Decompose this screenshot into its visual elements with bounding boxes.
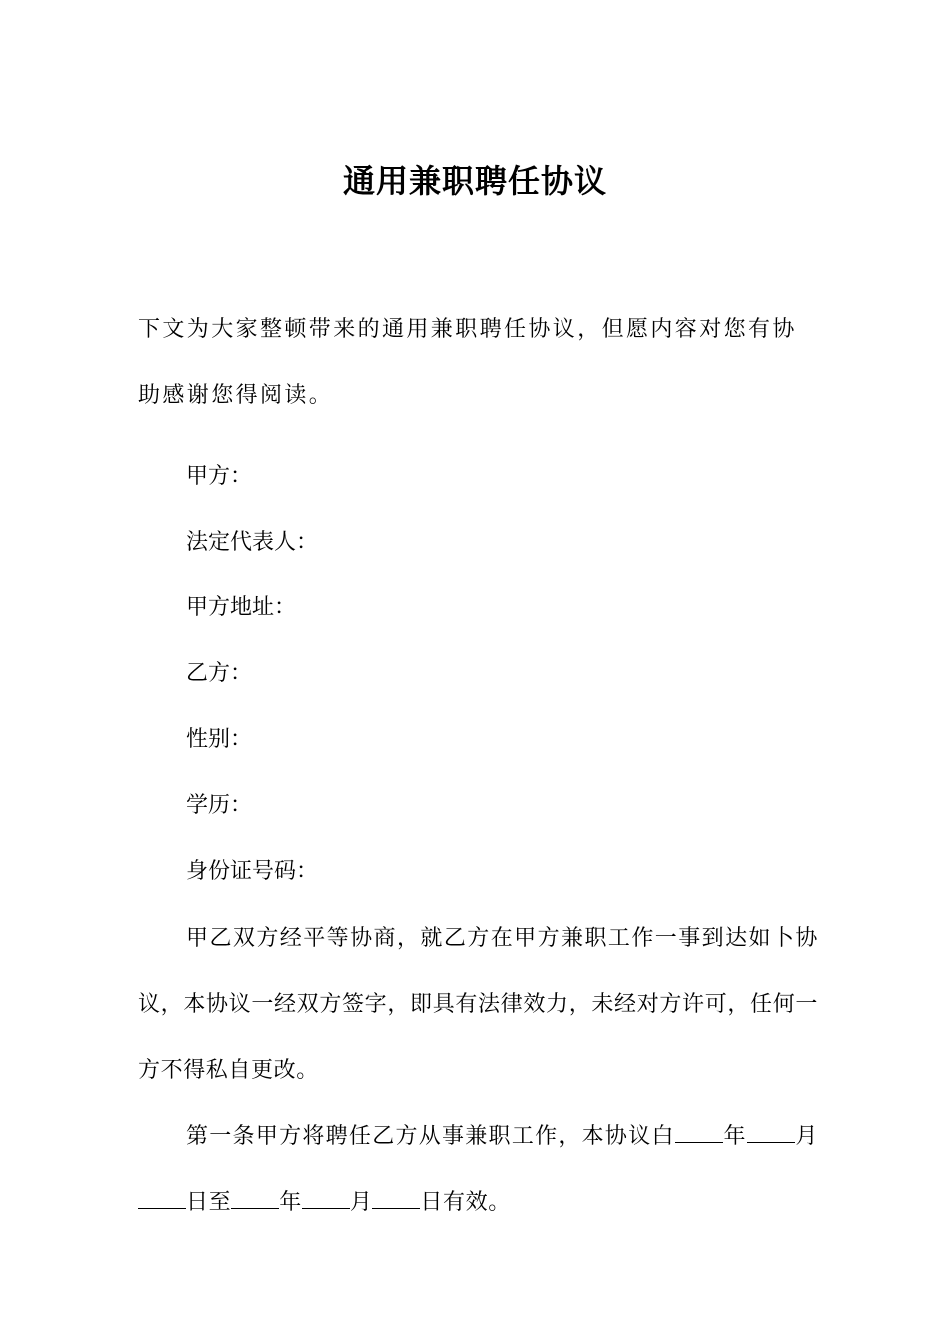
field-party-a-address: 甲方地址： bbox=[186, 595, 297, 620]
article-1-year-label: 年 bbox=[722, 1124, 747, 1149]
blank-line bbox=[138, 1186, 186, 1209]
article-1-month-label: 月 bbox=[794, 1124, 818, 1149]
article-1-year-end-label: 年 bbox=[279, 1190, 302, 1215]
agreement-paragraph: 甲乙双方经平等协商，就乙方在甲方兼职工作一事到达如卜协议，本协议一经双方签字，即具有法律效力，未经对方许可，任何一方不得私自更改。 bbox=[138, 926, 818, 1083]
field-education: 学历： bbox=[186, 793, 253, 818]
article-1-day-end-label: 日有效。 bbox=[420, 1190, 511, 1215]
blank-line bbox=[231, 1186, 279, 1209]
article-1-month-end-label: 月 bbox=[349, 1190, 373, 1215]
blank-line bbox=[302, 1186, 350, 1209]
article-1-day-label: 日至 bbox=[186, 1190, 232, 1215]
field-party-b: 乙方： bbox=[186, 661, 253, 686]
blank-line bbox=[372, 1186, 420, 1209]
field-gender: 性别： bbox=[186, 727, 253, 752]
article-1-text: 第一条甲方将聘任乙方从事兼职工作，本协议白 bbox=[186, 1124, 675, 1149]
blank-line bbox=[747, 1120, 795, 1143]
intro-paragraph: 下文为大家整顿带来的通用兼职聘任协议，但愿内容对您有协助感谢您得阅读。 bbox=[138, 317, 797, 408]
field-id-number: 身份证号码： bbox=[186, 859, 319, 884]
document-title: 通用兼职聘任协议 bbox=[342, 162, 607, 200]
article-1-paragraph bbox=[138, 1104, 818, 1236]
blank-line bbox=[675, 1120, 723, 1143]
field-legal-representative: 法定代表人： bbox=[186, 530, 319, 555]
field-party-a: 甲方： bbox=[186, 464, 253, 489]
